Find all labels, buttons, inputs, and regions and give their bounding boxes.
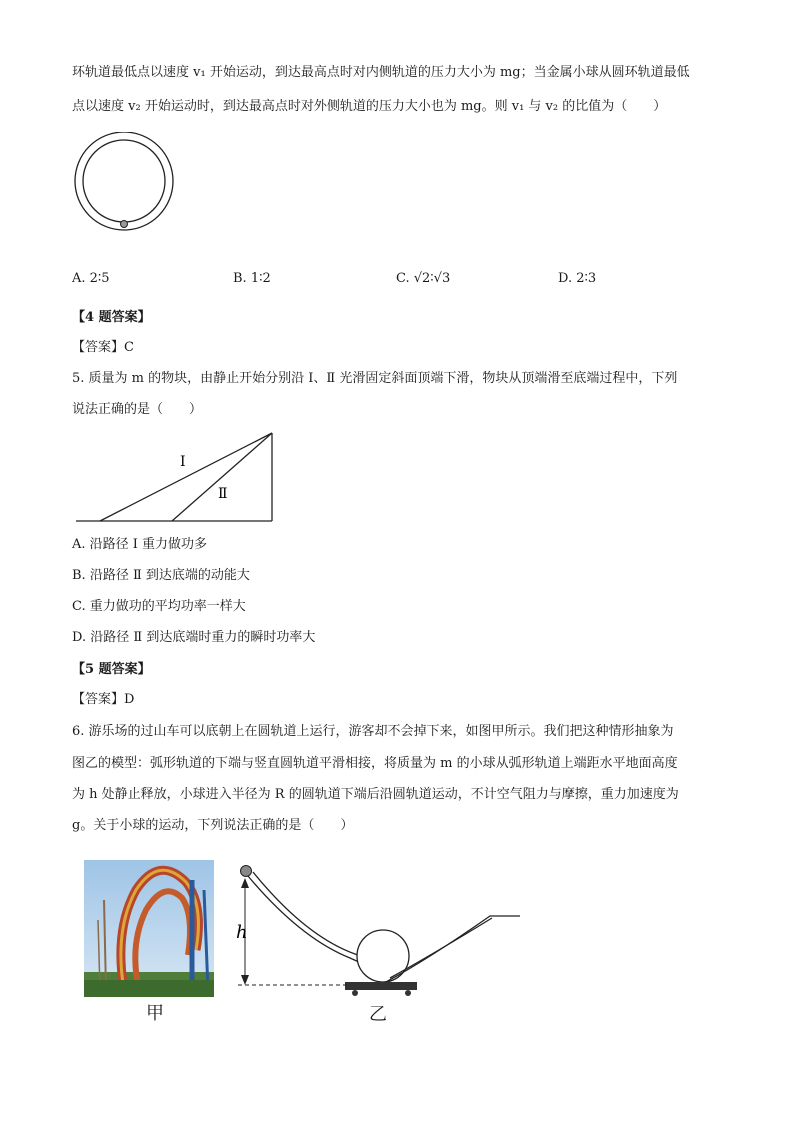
q5-option-a[interactable]: A. 沿路径 Ⅰ 重力做功多 (72, 537, 208, 552)
q6-stem-line1: 6. 游乐场的过山车可以底朝上在圆轨道上运行，游客却不会掉下来，如图甲所示。我们把这种情形抽象为 (72, 724, 674, 739)
q4-answer: 【答案】C (72, 340, 134, 355)
label-path-ii: Ⅱ (218, 486, 228, 502)
q6-stem-line4: g。关于小球的运动，下列说法正确的是（ ） (72, 818, 354, 833)
q5-answer: 【答案】D (72, 692, 135, 707)
q5-stem-line1: 5. 质量为 m 的物块，由静止开始分别沿 Ⅰ、Ⅱ 光滑固定斜面顶端下滑，物块从顶端滑至底端过程中，下列 (72, 371, 678, 386)
q5-stem-line2: 说法正确的是（ ） (72, 402, 203, 417)
ring-track-figure (72, 132, 182, 232)
q5-answer-header: 【5 题答案】 (72, 662, 151, 677)
loop-base (345, 982, 417, 990)
q4-stem-line2: 点以速度 v₂ 开始运动时，到达最高点时对外侧轨道的压力大小也为 mg。则 v₁ 与 v₂ 的比值为（ ） (72, 99, 667, 114)
q5-option-b[interactable]: B. 沿路径 Ⅱ 到达底端的动能大 (72, 568, 250, 583)
ball (241, 866, 252, 877)
q4-stem-line1: 环轨道最低点以速度 v₁ 开始运动，到达最高点时对内侧轨道的压力大小为 mg；当金属小球从圆环轨道最低 (72, 65, 690, 80)
roller-coaster-photo (84, 860, 214, 997)
q4-option-a[interactable]: A. 2∶5 (72, 271, 110, 286)
vertical-loop (357, 930, 409, 982)
incline-figure (72, 430, 282, 525)
q4-option-d[interactable]: D. 2∶3 (558, 271, 597, 286)
q6-stem-line2: 图乙的模型：弧形轨道的下端与竖直圆轨道平滑相接，将质量为 m 的小球从弧形轨道上端距水平地面高度 (72, 756, 678, 771)
q4-option-c[interactable]: C. √2∶√3 (396, 271, 451, 286)
q4-option-b[interactable]: B. 1∶2 (233, 271, 271, 286)
q4-answer-header: 【4 题答案】 (72, 310, 151, 325)
caption-yi: 乙 (369, 1004, 387, 1025)
q5-option-c[interactable]: C. 重力做功的平均功率一样大 (72, 599, 246, 614)
loop-track-diagram (230, 858, 530, 1006)
caption-jia: 甲 (146, 1003, 164, 1024)
incline-path-i (100, 433, 272, 521)
q6-stem-line3: 为 h 处静止释放，小球进入半径为 R 的圆轨道下端后沿圆轨道运动，不计空气阻力与摩擦，重力加速度为 (72, 787, 679, 802)
metal-ball (121, 221, 128, 228)
label-h: h (236, 922, 248, 943)
label-path-i: Ⅰ (180, 454, 186, 470)
q5-option-d[interactable]: D. 沿路径 Ⅱ 到达底端时重力的瞬时功率大 (72, 630, 316, 645)
